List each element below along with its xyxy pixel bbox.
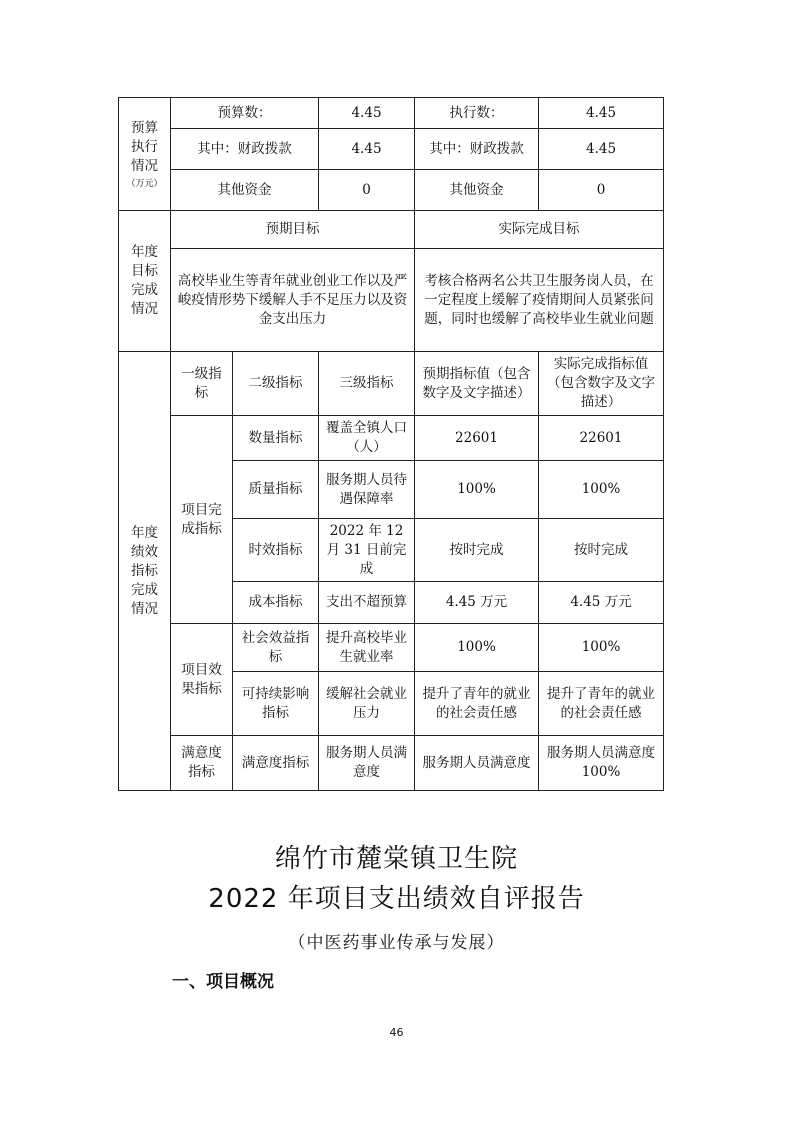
table-row-l3: 2022 年 12 月 31 日前完成 [319,519,415,582]
report-title-line1: 绵竹市麓棠镇卫生院 [274,844,518,874]
group-satisfaction: 满意度指标 [171,736,233,791]
other-exec-value: 0 [539,170,664,211]
group-completion: 项目完成指标 [171,416,233,624]
indicators-section-label: 年度绩效指标完成情况 [119,352,171,791]
section-heading: 一、项目概况 [172,972,274,992]
table-row-actual: 22601 [539,416,664,461]
header-level3: 三级指标 [319,352,415,416]
expected-goal-text: 高校毕业生等青年就业创业工作以及严峻疫情形势下缓解人手不足压力以及资金支出压力 [171,249,415,352]
other-funds-label: 其他资金 [171,170,319,211]
table-row-expected: 4.45 万元 [415,582,539,624]
fiscal-exec-value: 4.45 [539,129,664,170]
header-level2: 二级指标 [233,352,319,416]
header-expected: 预期指标值（包含数字及文字描述） [415,352,539,416]
actual-goal-text: 考核合格两名公共卫生服务岗人员，在一定程度上缓解了疫情期间人员紧张问题，同时也缓解了高校毕业生就业问题 [415,249,664,352]
budget-unit-label: （万元） [126,178,163,189]
budget-value: 4.45 [319,98,415,129]
table-row-actual: 按时完成 [539,519,664,582]
table-row-actual: 服务期人员满意度 100% [539,736,664,791]
fiscal-exec-label: 其中：财政拨款 [415,129,539,170]
table-row-actual: 100% [539,461,664,519]
table-row-actual: 4.45 万元 [539,582,664,624]
header-level1: 一级指标 [171,352,233,416]
table-row-l3: 覆盖全镇人口（人） [319,416,415,461]
table-row-l2: 时效指标 [233,519,319,582]
table-row-l3: 提升高校毕业生就业率 [319,624,415,672]
table-row-expected: 100% [415,461,539,519]
table-row-l2: 数量指标 [233,416,319,461]
table-row-expected: 提升了青年的就业的社会责任感 [415,672,539,736]
table-row-l2: 质量指标 [233,461,319,519]
budget-label: 预算数： [171,98,319,129]
fiscal-label: 其中：财政拨款 [171,129,319,170]
goals-section-label: 年度目标完成情况 [119,211,171,352]
expected-goal-header: 预期目标 [171,211,415,249]
table-row-l3: 服务期人员满意度 [319,736,415,791]
report-subtitle: （中医药事业传承与发展） [288,933,505,953]
fiscal-budget-value: 4.45 [319,129,415,170]
table-row-l3: 缓解社会就业压力 [319,672,415,736]
budget-section-label: 预算执行情况 （万元） [119,98,171,211]
actual-goal-header: 实际完成目标 [415,211,664,249]
other-exec-label: 其他资金 [415,170,539,211]
table-row-l3: 支出不超预算 [319,582,415,624]
report-title-line2: 2022 年项目支出绩效自评报告 [208,884,585,914]
table-row-actual: 提升了青年的就业的社会责任感 [539,672,664,736]
page-number: 46 [389,1026,404,1039]
table-row-actual: 100% [539,624,664,672]
table-row-expected: 22601 [415,416,539,461]
table-row-l3: 服务期人员待遇保障率 [319,461,415,519]
table-row-l2: 可持续影响指标 [233,672,319,736]
other-budget-value: 0 [319,170,415,211]
table-row-expected: 100% [415,624,539,672]
table-row-expected: 服务期人员满意度 [415,736,539,791]
exec-label: 执行数： [415,98,539,129]
exec-value: 4.45 [539,98,664,129]
table-row-l2: 满意度指标 [233,736,319,791]
table-row-l2: 成本指标 [233,582,319,624]
group-effect: 项目效果指标 [171,624,233,736]
table-row-l2: 社会效益指标 [233,624,319,672]
performance-table [118,97,664,791]
header-actual: 实际完成指标值（包含数字及文字描述） [539,352,664,416]
table-row-expected: 按时完成 [415,519,539,582]
